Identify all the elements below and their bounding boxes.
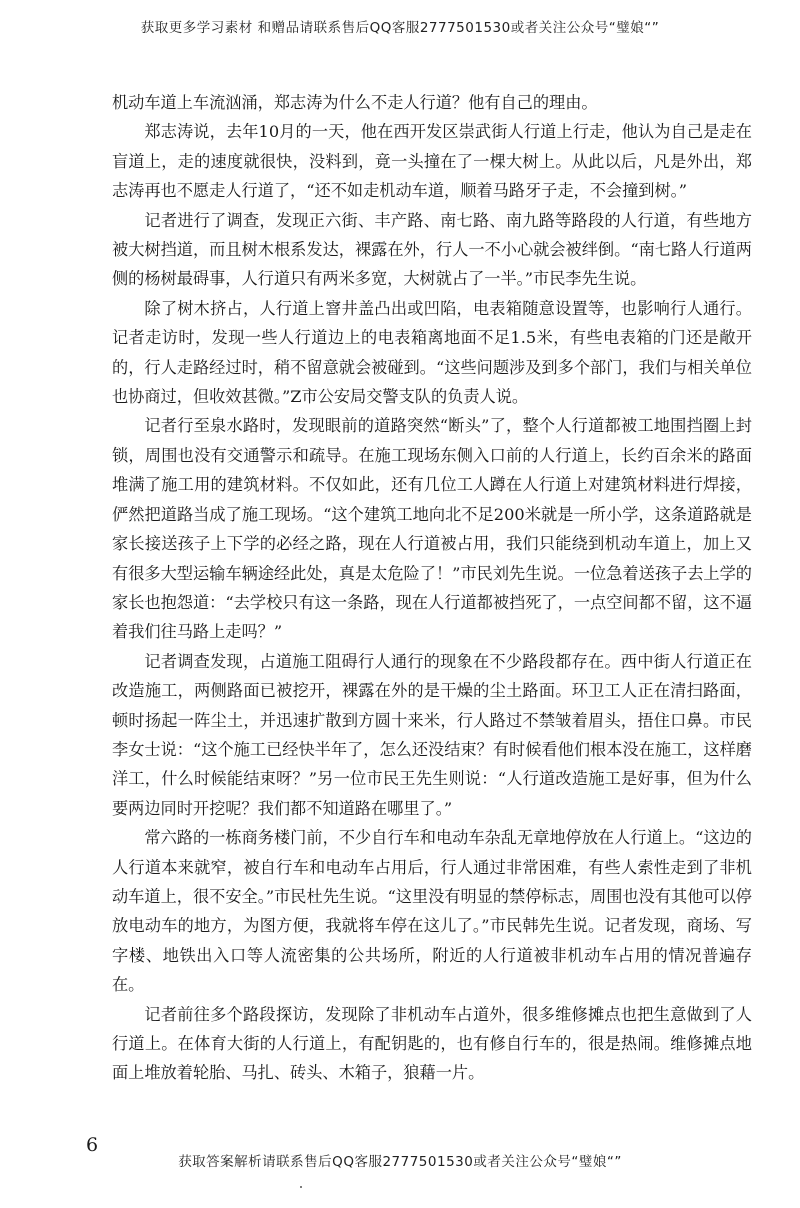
paragraph: 郑志涛说，去年10月的一天，他在西开发区崇武街人行道上行走，他认为自己是走在盲道上，走的速度就很快，没料到，竟一头撞在了一棵大树上。从此以后，凡是外出，郑志涛再也不愿走人行道了，“还不如走机动车道，顺着马路牙子走，不会撞到树。” xyxy=(112,122,752,201)
paragraph: 机动车道上车流汹涌，郑志涛为什么不走人行道？他有自己的理由。 xyxy=(112,93,598,112)
paragraph: 记者前往多个路段探访，发现除了非机动车占道外，很多维修摊点也把生意做到了人行道上。在体育大街的人行道上，有配钥匙的，也有修自行车的，很是热闹。维修摊点地面上堆放着轮胎、马扎、砖头、木箱子，狼藉一片。 xyxy=(112,1004,752,1083)
scan-speck xyxy=(300,1186,302,1188)
page-footer: 获取答案解析请联系售后QQ客服2777501530或者关注公众号“璧娘“” xyxy=(178,1154,622,1170)
paragraph: 记者调查发现，占道施工阻碍行人通行的现象在不少路段都存在。西中街人行道正在改造施工，两侧路面已被挖开，裸露在外的是干燥的尘土路面。环卫工人正在清扫路面，顿时扬起一阵尘土，并迅速扩散到方圆十来米，行人路过不禁皱着眉头，捂住口鼻。市民李女士说：“这个施工已经快半年了，怎么还没结束？有时候看他们根本没在施工，这样磨洋工，什么时候能结束呀？”另一位市民王先生则说：“人行道改造施工是好事，但为什么要两边同时开挖呢？我们都不知道路在哪里了。” xyxy=(112,651,752,818)
page-header: 获取更多学习素材 和赠品请联系售后QQ客服2777501530或者关注公众号“璧娘“” xyxy=(140,20,660,36)
paragraph: 除了树木挤占，人行道上窨井盖凸出或凹陷，电表箱随意设置等，也影响行人通行。记者走访时，发现一些人行道边上的电表箱离地面不足1.5米，有些电表箱的门还是敞开的，行人走路经过时，稍不留意就会被碰到。“这些问题涉及到多个部门，我们与相关单位也协商过，但收效甚微。”Z市公安局交警支队的负责人说。 xyxy=(112,298,752,407)
page-number: 6 xyxy=(86,1134,99,1156)
paragraph: 记者行至泉水路时，发现眼前的道路突然“断头”了，整个人行道都被工地围挡圈上封锁，周围也没有交通警示和疏导。在施工现场东侧入口前的人行道上，长约百余米的路面堆满了施工用的建筑材料。不仅如此，还有几位工人蹲在人行道上对建筑材料进行焊接，俨然把道路当成了施工现场。“这个建筑工地向北不足200米就是一所小学，这条道路就是家长接送孩子上下学的必经之路，现在人行道被占用，我们只能绕到机动车道上，加上又有很多大型运输车辆途经此处，真是太危险了！”市民刘先生说。一位急着送孩子去上学的家长也抱怨道：“去学校只有这一条路，现在人行道都被挡死了，一点空间都不留，这不逼着我们往马路上走吗？” xyxy=(112,416,752,642)
article-body xyxy=(112,88,752,1088)
paragraph: 记者进行了调查，发现正六街、丰产路、南七路、南九路等路段的人行道，有些地方被大树挡道，而且树木根系发达，裸露在外，行人一不小心就会被绊倒。“南七路人行道两侧的杨树最碍事，人行道只有两米多宽，大树就占了一半。”市民李先生说。 xyxy=(112,210,752,289)
paragraph: 常六路的一栋商务楼门前，不少自行车和电动车杂乱无章地停放在人行道上。“这边的人行道本来就窄，被自行车和电动车占用后，行人通过非常困难，有些人索性走到了非机动车道上，很不安全。”市民杜先生说。“这里没有明显的禁停标志，周围也没有其他可以停放电动车的地方，为图方便，我就将车停在这儿了。”市民韩先生说。记者发现，商场、写字楼、地铁出入口等人流密集的公共场所，附近的人行道被非机动车占用的情况普遍存在。 xyxy=(112,828,752,995)
